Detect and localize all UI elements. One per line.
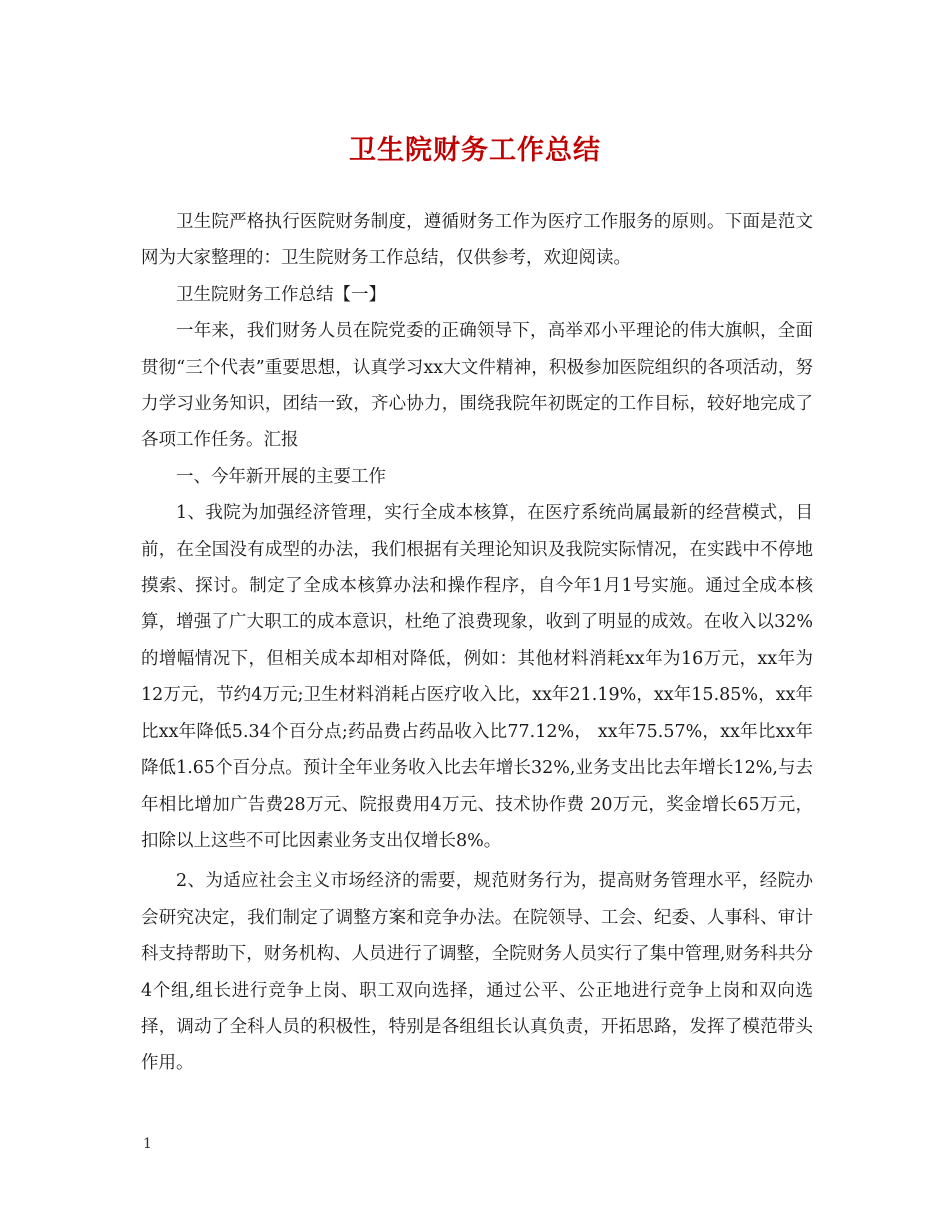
paragraph-overview: 一年来，我们财务人员在院党委的正确领导下，高举邓小平理论的伟大旗帜，全面贯彻“三个代表”重要思想，认真学习xx大文件精神，积极参加医院组织的各项活动，努力学习业务知识，团结一致，齐心协力，围绕我院年初既定的工作目标，较好地完成了各项工作任务。汇报 [141,321,813,451]
section-subheading: 一、今年新开展的主要工作 [176,466,386,487]
paragraph-item-2: 2、为适应社会主义市场经济的需要，规范财务行为，提高财务管理水平，经院办会研究决定，我们制定了调整方案和竞争办法。在院领导、工会、纪委、人事科、审计科支持帮助下，财务机构、人员进行了调整，全院财务人员实行了集中管理,财务科共分4个组,组长进行竞争上岗、职工双向选择，通过公平、公正地进行竞争上岗和双向选择，调动了全科人员的积极性，特别是各组组长认真负责，开拓思路，发挥了模范带头作用。 [141,871,813,1074]
document-body [141,204,813,1082]
paragraph-item-1: 1、我院为加强经济管理，实行全成本核算，在医疗系统尚属最新的经营模式，目前，在全国没有成型的办法，我们根据有关理论知识及我院实际情况，在实践中不停地摸索、探讨。制定了全成本核算办法和操作程序，自今年1月1号实施。通过全成本核算，增强了广大职工的成本意识，杜绝了浪费现象，收到了明显的成效。在收入以32%的增幅情况下，但相关成本却相对降低，例如：其他材料消耗xx年为16万元，xx年为12万元，节约4万元;卫生材料消耗占医疗收入比，xx年21.19%，xx年15.85%，xx年比xx年降低5.34个百分点;药品费占药品收入比77.12%， xx年75.57%，xx年比xx年降低1.65个百分点。预计全年业务收入比去年增长32%,业务支出比去年增长12%,与去年相比增加广告费28万元、院报费用4万元、技术协作费 20万元，奖金增长65万元，扣除以上这些不可比因素业务支出仅增长8%。 [141,503,813,851]
page-number: 1 [143,1136,152,1152]
document-title: 卫生院财务工作总结 [349,135,601,166]
paragraph-intro: 卫生院严格执行医院财务制度，遵循财务工作为医疗工作服务的原则。下面是范文网为大家整理的：卫生院财务工作总结，仅供参考，欢迎阅读。 [141,212,813,269]
section-heading-one: 卫生院财务工作总结【一】 [176,284,386,305]
